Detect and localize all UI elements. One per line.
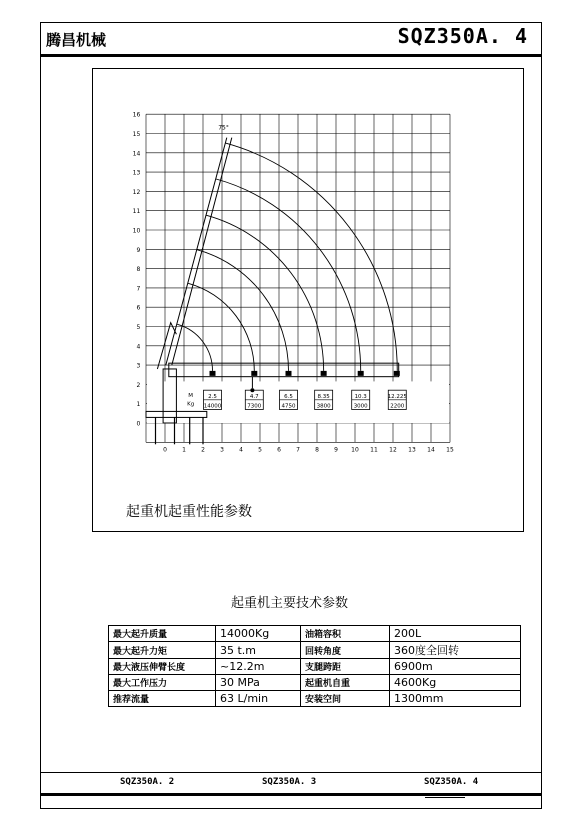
load-radius: 6.5 — [284, 393, 293, 400]
radius-arc — [216, 179, 361, 371]
spec-label: 最大起升质量 — [109, 626, 216, 642]
spec-label: 最大液压伸臂长度 — [109, 659, 216, 675]
spec-value: 200L — [390, 626, 521, 642]
spec-value: 30 MPa — [216, 675, 301, 691]
spec-value: 4600Kg — [390, 675, 521, 691]
x-tick-label: 1 — [182, 446, 186, 454]
y-tick-label: 13 — [132, 169, 141, 177]
spec-value: 360度全回转 — [390, 642, 521, 659]
spec-row — [109, 626, 521, 642]
load-radius: 2.5 — [208, 393, 217, 400]
radius-arc — [206, 215, 324, 371]
y-tick-label: 9 — [136, 246, 141, 254]
angle-label: 75° — [218, 124, 229, 132]
spec-label: 安装空间 — [301, 691, 390, 707]
x-tick-label: 8 — [315, 446, 319, 454]
y-tick-label: 16 — [132, 111, 141, 119]
load-radius: 4.7 — [249, 393, 259, 400]
spec-value: 6900m — [390, 659, 521, 675]
y-tick-label: 11 — [132, 208, 141, 216]
footer-rule-bold — [40, 793, 541, 796]
footer-rule — [40, 772, 541, 773]
spec-label: 支腿跨距 — [301, 659, 390, 675]
x-tick-label: 0 — [163, 446, 167, 454]
spec-label: 回转角度 — [301, 642, 390, 659]
spec-row — [109, 675, 521, 691]
load-weight: 3000 — [353, 403, 368, 410]
radius-arc — [188, 283, 254, 371]
row-label-m: M — [188, 392, 194, 399]
x-tick-label: 12 — [389, 446, 397, 454]
boom-section-joint — [286, 371, 292, 376]
spec-label: 最大起升力矩 — [109, 642, 216, 659]
spec-value: ~12.2m — [216, 659, 301, 675]
y-tick-label: 10 — [132, 227, 141, 235]
y-tick-label: 12 — [132, 188, 141, 196]
x-tick-label: 13 — [408, 446, 416, 454]
x-tick-label: 9 — [334, 446, 338, 454]
radius-arc — [225, 143, 397, 371]
x-tick-label: 14 — [427, 446, 435, 454]
spec-label: 油箱容积 — [301, 626, 390, 642]
y-tick-label: 15 — [132, 131, 141, 138]
load-radius: 10.3 — [354, 393, 367, 400]
y-tick-label: 14 — [132, 150, 141, 158]
x-tick-label: 7 — [296, 446, 300, 454]
load-weight: 3800 — [316, 403, 331, 410]
spec-label: 最大工作压力 — [109, 675, 216, 691]
spec-row — [109, 691, 521, 707]
boom-section-joint — [210, 371, 216, 376]
radius-arc — [197, 250, 289, 371]
x-tick-label: 6 — [277, 446, 281, 454]
spec-label: 起重机自重 — [301, 675, 390, 691]
y-tick-label: 2 — [136, 381, 141, 389]
spec-row — [109, 659, 521, 675]
footer-model-2: SQZ350A. 2 — [120, 777, 175, 787]
load-weight: 7300 — [247, 403, 262, 410]
y-tick-label: 7 — [136, 285, 141, 293]
y-tick-label: 5 — [136, 324, 141, 331]
y-tick-label: 1 — [136, 401, 141, 409]
footer-model-3: SQZ350A. 3 — [262, 777, 317, 787]
spec-table — [108, 625, 521, 707]
spec-label: 推荐流量 — [109, 691, 216, 707]
load-weight: 14000 — [203, 403, 222, 410]
spec-row — [109, 642, 521, 659]
radius-arc — [177, 324, 212, 371]
load-weight: 4750 — [281, 403, 296, 410]
boom-section-joint — [358, 371, 364, 376]
spec-value: 14000Kg — [216, 626, 301, 642]
footer-rule-short — [425, 797, 465, 798]
y-tick-label: 3 — [136, 362, 141, 370]
boom-edge — [172, 138, 232, 365]
load-radius: 8.35 — [317, 393, 330, 400]
y-tick-label: 8 — [136, 266, 141, 274]
y-tick-label: 6 — [136, 304, 141, 312]
spec-value: 35 t.m — [216, 642, 301, 659]
chart-caption: 起重机起重性能参数 — [126, 504, 252, 520]
load-radius: 12.225 — [387, 393, 407, 400]
x-tick-label: 4 — [239, 446, 243, 454]
x-tick-label: 3 — [220, 446, 224, 454]
spec-title: 起重机主要技术参数 — [230, 596, 348, 611]
boom-section-joint — [251, 371, 257, 376]
x-tick-label: 15 — [446, 446, 454, 454]
boom-section-joint — [321, 371, 327, 376]
y-tick-label: 0 — [136, 420, 141, 428]
y-tick-label: 4 — [136, 343, 141, 351]
brand-name: 腾昌机械 — [46, 31, 107, 49]
x-tick-label: 11 — [370, 446, 378, 454]
x-tick-label: 2 — [201, 446, 205, 454]
row-label-kg: Kg — [187, 401, 195, 408]
boom-section-joint — [394, 371, 400, 376]
x-tick-label: 5 — [258, 446, 262, 454]
spec-value: 63 L/min — [216, 691, 301, 707]
load-weight: 2200 — [390, 403, 405, 410]
x-tick-label: 10 — [351, 446, 359, 454]
model-title: SQZ350A. 4 — [397, 24, 528, 48]
footer-model-4: SQZ350A. 4 — [424, 777, 479, 787]
spec-value: 1300mm — [390, 691, 521, 707]
